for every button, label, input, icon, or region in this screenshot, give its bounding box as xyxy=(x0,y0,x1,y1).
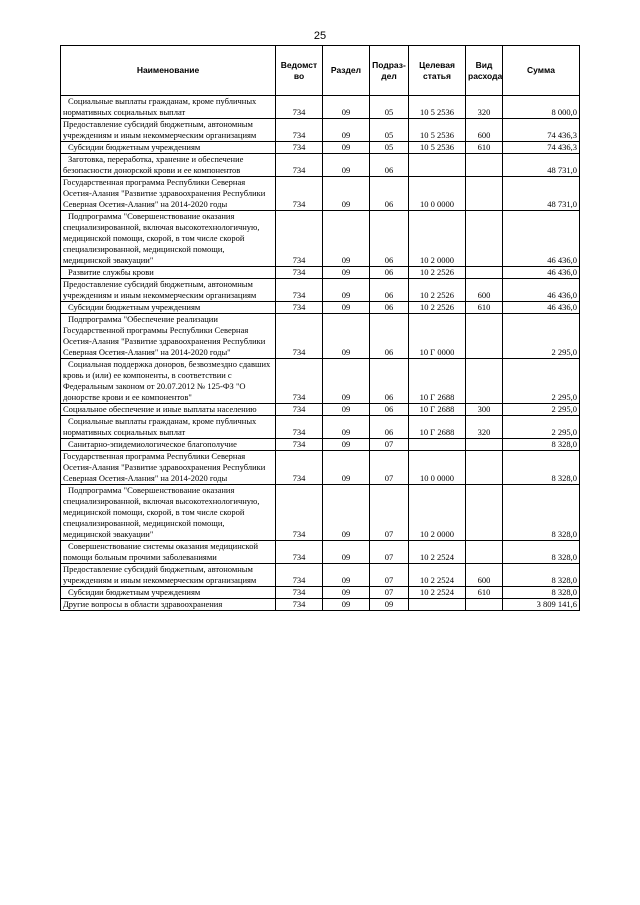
table-row xyxy=(61,142,580,154)
row-summa: 74 436,3 xyxy=(503,119,580,142)
row-name: Субсидии бюджетным учреждениям xyxy=(61,302,276,314)
row-summa: 46 436,0 xyxy=(503,279,580,302)
row-celevaya-statya xyxy=(409,599,466,611)
table-row xyxy=(61,564,580,587)
table-row xyxy=(61,541,580,564)
page-number: 25 xyxy=(313,30,327,42)
header-podrazdel: Подраз- дел xyxy=(370,46,409,96)
row-celevaya-statya: 10 5 2536 xyxy=(409,119,466,142)
table-row xyxy=(61,267,580,279)
row-summa: 8 328,0 xyxy=(503,485,580,541)
row-vedomstvo: 734 xyxy=(276,451,323,485)
row-name: Предоставление субсидий бюджетным, автономным учреждениям и иным некоммерческим организациям xyxy=(61,119,276,142)
row-celevaya-statya: 10 2 0000 xyxy=(409,485,466,541)
row-summa: 8 328,0 xyxy=(503,451,580,485)
header-vid-raskhoda: Вид расхода xyxy=(466,46,503,96)
row-celevaya-statya: 10 Г 2688 xyxy=(409,404,466,416)
row-vedomstvo: 734 xyxy=(276,119,323,142)
row-vedomstvo: 734 xyxy=(276,416,323,439)
row-name: Социальные выплаты гражданам, кроме публичных нормативных социальных выплат xyxy=(61,96,276,119)
row-razdel: 09 xyxy=(323,267,370,279)
row-podrazdel: 07 xyxy=(370,587,409,599)
row-podrazdel: 06 xyxy=(370,314,409,359)
row-summa: 8 000,0 xyxy=(503,96,580,119)
row-razdel: 09 xyxy=(323,564,370,587)
row-summa: 2 295,0 xyxy=(503,404,580,416)
row-podrazdel: 05 xyxy=(370,119,409,142)
row-vid-raskhoda: 300 xyxy=(466,404,503,416)
row-vedomstvo: 734 xyxy=(276,96,323,119)
table-row xyxy=(61,279,580,302)
table-row xyxy=(61,404,580,416)
row-vid-raskhoda: 600 xyxy=(466,119,503,142)
header-celevaya-statya: Целевая статья xyxy=(409,46,466,96)
row-razdel: 09 xyxy=(323,541,370,564)
row-podrazdel: 06 xyxy=(370,279,409,302)
row-summa: 74 436,3 xyxy=(503,142,580,154)
row-podrazdel: 07 xyxy=(370,439,409,451)
row-podrazdel: 09 xyxy=(370,599,409,611)
row-celevaya-statya: 10 2 0000 xyxy=(409,211,466,267)
table-row xyxy=(61,599,580,611)
row-vedomstvo: 734 xyxy=(276,211,323,267)
row-vid-raskhoda: 610 xyxy=(466,142,503,154)
table-row xyxy=(61,211,580,267)
row-razdel: 09 xyxy=(323,302,370,314)
row-vedomstvo: 734 xyxy=(276,267,323,279)
table-row xyxy=(61,96,580,119)
row-vid-raskhoda xyxy=(466,314,503,359)
row-vedomstvo: 734 xyxy=(276,154,323,177)
row-vedomstvo: 734 xyxy=(276,439,323,451)
row-name: Подпрограмма "Совершенствование оказания специализированной, включая высокотехнологичную, медицинской помощи, скорой, в том числе скорой специализированной, медицинской помощи, медицинской эвакуации" xyxy=(61,211,276,267)
row-razdel: 09 xyxy=(323,211,370,267)
budget-table xyxy=(60,45,580,611)
row-vedomstvo: 734 xyxy=(276,142,323,154)
row-vedomstvo: 734 xyxy=(276,359,323,404)
row-summa: 8 328,0 xyxy=(503,541,580,564)
row-vid-raskhoda xyxy=(466,451,503,485)
row-vedomstvo: 734 xyxy=(276,314,323,359)
row-name: Социальная поддержка доноров, безвозмездно сдавших кровь и (или) ее компоненты, в соответствии с Федеральным законом от 20.07.2012 № 125-ФЗ "О донорстве крови и ее компонентов" xyxy=(61,359,276,404)
table-row xyxy=(61,119,580,142)
row-celevaya-statya: 10 Г 0000 xyxy=(409,314,466,359)
row-podrazdel: 06 xyxy=(370,211,409,267)
row-razdel: 09 xyxy=(323,142,370,154)
row-vedomstvo: 734 xyxy=(276,404,323,416)
row-name: Развитие службы крови xyxy=(61,267,276,279)
row-podrazdel: 05 xyxy=(370,96,409,119)
table-row xyxy=(61,416,580,439)
row-podrazdel: 06 xyxy=(370,404,409,416)
row-celevaya-statya: 10 2 2526 xyxy=(409,279,466,302)
row-summa: 8 328,0 xyxy=(503,587,580,599)
row-celevaya-statya: 10 2 2524 xyxy=(409,541,466,564)
table-row xyxy=(61,485,580,541)
row-vedomstvo: 734 xyxy=(276,587,323,599)
row-vid-raskhoda xyxy=(466,359,503,404)
row-podrazdel: 06 xyxy=(370,416,409,439)
row-razdel: 09 xyxy=(323,314,370,359)
row-name: Предоставление субсидий бюджетным, автономным учреждениям и иным некоммерческим организациям xyxy=(61,279,276,302)
row-vid-raskhoda: 600 xyxy=(466,564,503,587)
row-name: Совершенствование системы оказания медицинской помощи больным прочими заболеваниями xyxy=(61,541,276,564)
row-celevaya-statya: 10 Г 2688 xyxy=(409,359,466,404)
row-razdel: 09 xyxy=(323,587,370,599)
header-vedomstvo: Ведомст во xyxy=(276,46,323,96)
row-podrazdel: 06 xyxy=(370,154,409,177)
row-vedomstvo: 734 xyxy=(276,599,323,611)
header-row xyxy=(61,46,580,96)
row-vedomstvo: 734 xyxy=(276,564,323,587)
row-name: Субсидии бюджетным учреждениям xyxy=(61,587,276,599)
header-name: Наименование xyxy=(61,46,276,96)
table-row xyxy=(61,302,580,314)
row-summa: 2 295,0 xyxy=(503,416,580,439)
row-summa: 8 328,0 xyxy=(503,439,580,451)
row-razdel: 09 xyxy=(323,177,370,211)
row-razdel: 09 xyxy=(323,119,370,142)
row-podrazdel: 06 xyxy=(370,359,409,404)
row-vid-raskhoda xyxy=(466,599,503,611)
row-razdel: 09 xyxy=(323,404,370,416)
table-row xyxy=(61,451,580,485)
row-vid-raskhoda xyxy=(466,541,503,564)
row-celevaya-statya: 10 2 2524 xyxy=(409,564,466,587)
row-vid-raskhoda xyxy=(466,211,503,267)
row-name: Предоставление субсидий бюджетным, автономным учреждениям и иным некоммерческим организациям xyxy=(61,564,276,587)
row-vid-raskhoda: 320 xyxy=(466,416,503,439)
row-vedomstvo: 734 xyxy=(276,302,323,314)
row-podrazdel: 07 xyxy=(370,451,409,485)
row-razdel: 09 xyxy=(323,359,370,404)
row-celevaya-statya: 10 2 2526 xyxy=(409,302,466,314)
row-razdel: 09 xyxy=(323,451,370,485)
row-name: Заготовка, переработка, хранение и обеспечение безопасности донорской крови и ее компонентов xyxy=(61,154,276,177)
row-summa: 46 436,0 xyxy=(503,211,580,267)
row-name: Подпрограмма "Обеспечение реализации Государственной программы Республики Северная Осетия-Алания "Развитие здравоохранения Республики Северная Осетия-Алания" на 2014-2020 годы" xyxy=(61,314,276,359)
row-name: Другие вопросы в области здравоохранения xyxy=(61,599,276,611)
row-podrazdel: 06 xyxy=(370,302,409,314)
row-celevaya-statya: 10 2 2524 xyxy=(409,587,466,599)
row-vid-raskhoda xyxy=(466,485,503,541)
table-row xyxy=(61,439,580,451)
row-razdel: 09 xyxy=(323,154,370,177)
row-razdel: 09 xyxy=(323,279,370,302)
row-celevaya-statya: 10 5 2536 xyxy=(409,142,466,154)
row-name: Социальное обеспечение и иные выплаты населению xyxy=(61,404,276,416)
row-podrazdel: 06 xyxy=(370,267,409,279)
row-vedomstvo: 734 xyxy=(276,177,323,211)
row-vedomstvo: 734 xyxy=(276,279,323,302)
row-vid-raskhoda xyxy=(466,267,503,279)
table-row xyxy=(61,587,580,599)
row-vedomstvo: 734 xyxy=(276,485,323,541)
row-vid-raskhoda: 320 xyxy=(466,96,503,119)
row-celevaya-statya: 10 Г 2688 xyxy=(409,416,466,439)
row-summa: 48 731,0 xyxy=(503,177,580,211)
row-name: Подпрограмма "Совершенствование оказания специализированной, включая высокотехнологичную, медицинской помощи, скорой, в том числе скорой специализированной, медицинской помощи, медицинской эвакуации" xyxy=(61,485,276,541)
row-vid-raskhoda: 610 xyxy=(466,302,503,314)
row-summa: 2 295,0 xyxy=(503,359,580,404)
row-vedomstvo: 734 xyxy=(276,541,323,564)
row-name: Субсидии бюджетным учреждениям xyxy=(61,142,276,154)
row-summa: 3 809 141,6 xyxy=(503,599,580,611)
header-razdel: Раздел xyxy=(323,46,370,96)
table-row xyxy=(61,177,580,211)
row-celevaya-statya: 10 0 0000 xyxy=(409,177,466,211)
row-summa: 46 436,0 xyxy=(503,302,580,314)
row-vid-raskhoda xyxy=(466,439,503,451)
row-podrazdel: 07 xyxy=(370,485,409,541)
row-summa: 46 436,0 xyxy=(503,267,580,279)
row-name: Социальные выплаты гражданам, кроме публичных нормативных социальных выплат xyxy=(61,416,276,439)
row-celevaya-statya xyxy=(409,154,466,177)
row-name: Государственная программа Республики Северная Осетия-Алания "Развитие здравоохранения Республики Северная Осетия-Алания" на 2014-2020 годы xyxy=(61,177,276,211)
row-celevaya-statya: 10 2 2526 xyxy=(409,267,466,279)
row-podrazdel: 06 xyxy=(370,177,409,211)
table-row xyxy=(61,314,580,359)
row-razdel: 09 xyxy=(323,96,370,119)
row-summa: 2 295,0 xyxy=(503,314,580,359)
row-summa: 48 731,0 xyxy=(503,154,580,177)
row-vid-raskhoda xyxy=(466,154,503,177)
row-razdel: 09 xyxy=(323,599,370,611)
row-vid-raskhoda: 610 xyxy=(466,587,503,599)
table-row xyxy=(61,359,580,404)
table-row xyxy=(61,154,580,177)
row-vid-raskhoda xyxy=(466,177,503,211)
row-celevaya-statya xyxy=(409,439,466,451)
row-podrazdel: 07 xyxy=(370,541,409,564)
row-vid-raskhoda: 600 xyxy=(466,279,503,302)
row-razdel: 09 xyxy=(323,485,370,541)
row-name: Государственная программа Республики Северная Осетия-Алания "Развитие здравоохранения Республики Северная Осетия-Алания" на 2014-2020 годы xyxy=(61,451,276,485)
row-celevaya-statya: 10 5 2536 xyxy=(409,96,466,119)
row-summa: 8 328,0 xyxy=(503,564,580,587)
row-celevaya-statya: 10 0 0000 xyxy=(409,451,466,485)
row-razdel: 09 xyxy=(323,416,370,439)
row-podrazdel: 07 xyxy=(370,564,409,587)
row-name: Санитарно-эпидемиологическое благополучие xyxy=(61,439,276,451)
row-razdel: 09 xyxy=(323,439,370,451)
header-summa: Сумма xyxy=(503,46,580,96)
row-podrazdel: 05 xyxy=(370,142,409,154)
